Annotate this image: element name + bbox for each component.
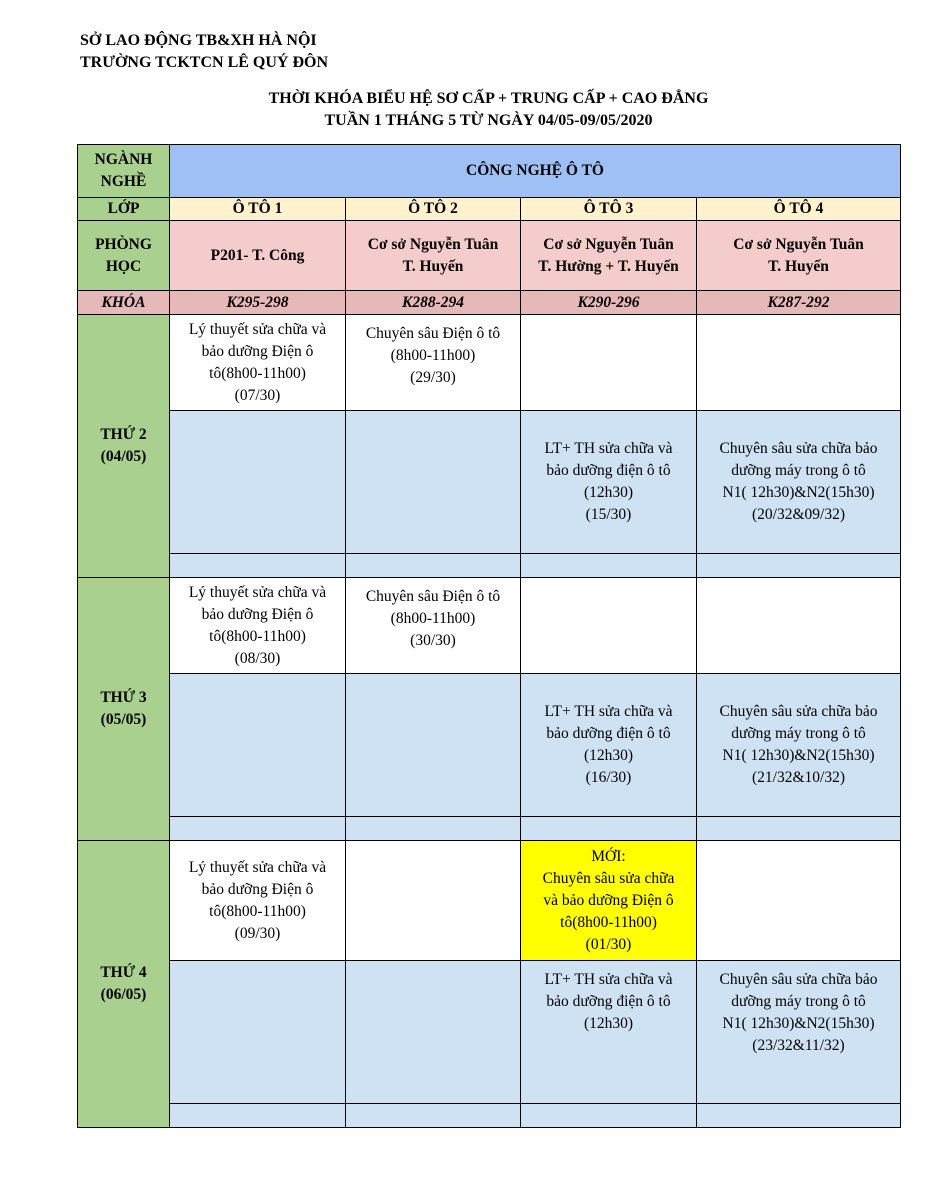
label-khoa: KHÓA — [78, 291, 170, 315]
cell-wed-am-oto3-new: MỚI: Chuyên sâu sửa chữa và bảo dưỡng Điện ô tô(8h00-11h00) (01/30) — [521, 841, 697, 961]
organization-header — [80, 30, 328, 74]
cell-wed-am-oto1: Lý thuyết sửa chữa và bảo dưỡng Điện ô tô(8h00-11h00) (09/30) — [170, 841, 346, 961]
cell-mon-am-oto2: Chuyên sâu Điện ô tô (8h00-11h00) (29/30) — [346, 315, 521, 411]
cell-mon-pm-oto4: Chuyên sâu sửa chữa bảo dưỡng máy trong ô tô N1( 12h30)&N2(15h30) (20/32&09/32) — [697, 411, 901, 554]
label-lop: LỚP — [78, 198, 170, 221]
spacer-cell — [346, 1104, 521, 1128]
spacer-cell — [170, 1104, 346, 1128]
cell-mon-pm-oto1 — [170, 411, 346, 554]
course-oto3: K290-296 — [521, 291, 697, 315]
day-label: THỨ 4 (06/05) — [78, 841, 170, 1128]
spacer-cell — [521, 1104, 697, 1128]
course-oto2: K288-294 — [346, 291, 521, 315]
cell-mon-pm-oto3: LT+ TH sửa chữa và bảo dưỡng điện ô tô (12h30) (15/30) — [521, 411, 697, 554]
class-oto2: Ô TÔ 2 — [346, 198, 521, 221]
day-label: THỨ 2 (04/05) — [78, 315, 170, 578]
document-title — [0, 88, 927, 132]
cell-mon-am-oto4 — [697, 315, 901, 411]
spacer-cell — [521, 817, 697, 841]
cell-tue-am-oto4 — [697, 578, 901, 674]
spacer-cell — [346, 554, 521, 578]
nganh-value: CÔNG NGHỆ Ô TÔ — [170, 145, 901, 198]
class-oto3: Ô TÔ 3 — [521, 198, 697, 221]
spacer-cell — [697, 817, 901, 841]
cell-wed-pm-oto2 — [346, 961, 521, 1104]
cell-wed-am-oto2 — [346, 841, 521, 961]
cell-wed-pm-oto4: Chuyên sâu sửa chữa bảo dưỡng máy trong ô tô N1( 12h30)&N2(15h30) (23/32&11/32) — [697, 961, 901, 1104]
room-oto2: Cơ sở Nguyễn Tuân T. Huyến — [346, 221, 521, 291]
course-oto1: K295-298 — [170, 291, 346, 315]
cell-mon-am-oto1: Lý thuyết sửa chữa và bảo dưỡng Điện ô tô(8h00-11h00) (07/30) — [170, 315, 346, 411]
cell-tue-am-oto1: Lý thuyết sửa chữa và bảo dưỡng Điện ô tô(8h00-11h00) (08/30) — [170, 578, 346, 674]
cell-tue-am-oto3 — [521, 578, 697, 674]
org-department: SỞ LAO ĐỘNG TB&XH HÀ NỘI — [80, 32, 317, 49]
cell-wed-pm-oto1 — [170, 961, 346, 1104]
cell-tue-pm-oto1 — [170, 674, 346, 817]
org-school: TRƯỜNG TCKTCN LÊ QUÝ ĐÔN — [80, 54, 329, 71]
cell-tue-am-oto2: Chuyên sâu Điện ô tô (8h00-11h00) (30/30) — [346, 578, 521, 674]
spacer-cell — [170, 554, 346, 578]
spacer-cell — [697, 554, 901, 578]
day-label: THỨ 3 (05/05) — [78, 578, 170, 841]
class-oto1: Ô TÔ 1 — [170, 198, 346, 221]
cell-mon-pm-oto2 — [346, 411, 521, 554]
room-oto1: P201- T. Công — [170, 221, 346, 291]
room-oto4: Cơ sở Nguyễn Tuân T. Huyến — [697, 221, 901, 291]
cell-tue-pm-oto4: Chuyên sâu sửa chữa bảo dưỡng máy trong ô tô N1( 12h30)&N2(15h30) (21/32&10/32) — [697, 674, 901, 817]
spacer-cell — [170, 817, 346, 841]
spacer-cell — [521, 554, 697, 578]
cell-tue-pm-oto2 — [346, 674, 521, 817]
title-week: TUẦN 1 THÁNG 5 TỪ NGÀY 04/05-09/05/2020 — [324, 112, 653, 129]
class-oto4: Ô TÔ 4 — [697, 198, 901, 221]
cell-wed-pm-oto3: LT+ TH sửa chữa và bảo dưỡng điện ô tô (12h30) — [521, 961, 697, 1104]
label-phong: PHÒNG HỌC — [78, 221, 170, 291]
spacer-cell — [697, 1104, 901, 1128]
cell-wed-am-oto4 — [697, 841, 901, 961]
spacer-cell — [346, 817, 521, 841]
cell-tue-pm-oto3: LT+ TH sửa chữa và bảo dưỡng điện ô tô (12h30) (16/30) — [521, 674, 697, 817]
course-oto4: K287-292 — [697, 291, 901, 315]
label-nganh: NGÀNH NGHỀ — [78, 145, 170, 198]
room-oto3: Cơ sở Nguyễn Tuân T. Hường + T. Huyến — [521, 221, 697, 291]
timetable — [77, 144, 901, 1128]
title-main: THỜI KHÓA BIỂU HỆ SƠ CẤP + TRUNG CẤP + CAO ĐẲNG — [268, 90, 709, 107]
cell-mon-am-oto3 — [521, 315, 697, 411]
